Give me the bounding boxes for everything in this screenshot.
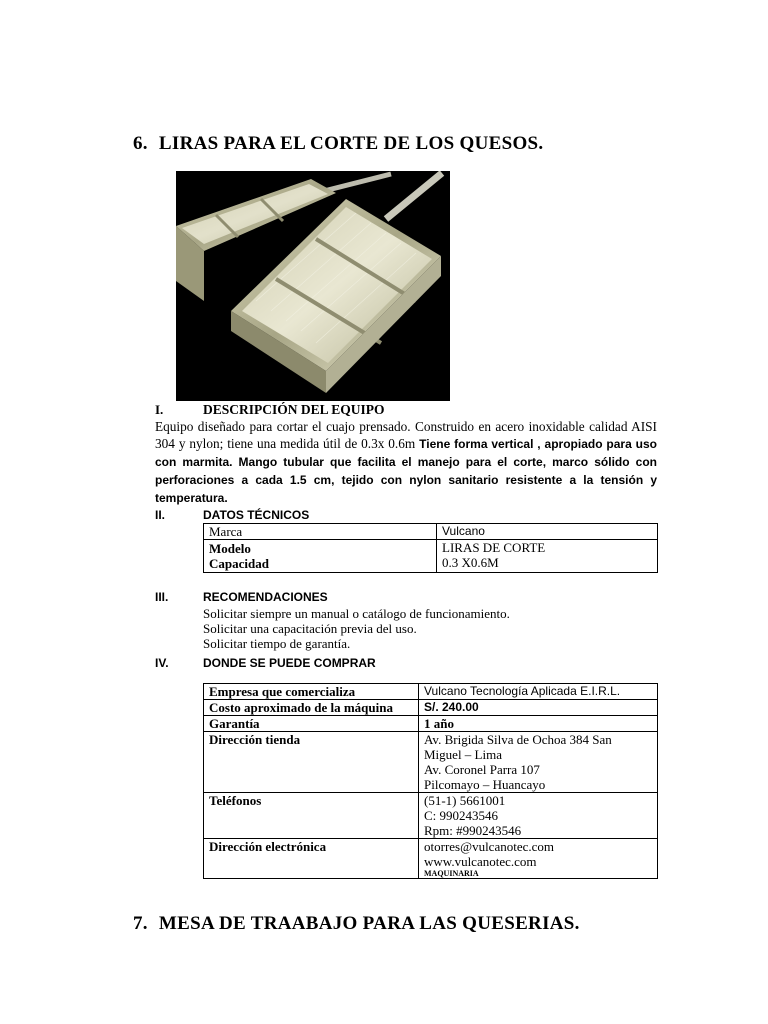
capacidad-value: 0.3 X0.6M (442, 555, 499, 570)
recommendations-list (203, 606, 510, 651)
garantia-value: 1 año (419, 716, 658, 732)
section-title: LIRAS PARA EL CORTE DE LOS QUESOS. (158, 133, 544, 154)
table-row (204, 732, 658, 793)
phone-line: Rpm: #990243546 (424, 823, 522, 838)
modelo-label: Modelo (209, 541, 251, 556)
address-line: Av. Coronel Parra 107 (424, 762, 540, 777)
empresa-label: Empresa que comercializa (204, 684, 419, 700)
email-line: otorres@vulcanotec.com (424, 839, 555, 854)
cheese-harp-illustration (176, 171, 450, 401)
table-row (204, 839, 658, 879)
section-title: MESA DE TRAABAJO PARA LAS QUESERIAS. (158, 913, 580, 934)
modelo-value: LIRAS DE CORTE (442, 540, 546, 555)
direccion-label: Dirección tienda (204, 732, 419, 793)
address-line: Pilcomayo – Huancayo (424, 777, 546, 792)
address-line: Miguel – Lima (424, 747, 502, 762)
marca-value: Vulcano (437, 524, 658, 540)
technical-data-table (203, 523, 658, 573)
address-line: Av. Brigida Silva de Ochoa 384 San (424, 732, 612, 747)
website-line: www.vulcanotec.com (424, 854, 537, 869)
table-row (204, 540, 658, 573)
description-text-bold: Tiene forma vertical , apropiado para uso con marmita. Mango tubular que facilita el manejo para el corte, marco sólido con perforaciones a cada 1.5 cm, tejido con nylon sanitario resistente a la tensión y temperatura. (155, 437, 658, 505)
reco-heading: RECOMENDACIONES (203, 590, 328, 604)
tiny-note: MAQUINARIA (424, 869, 479, 878)
telefonos-label: Teléfonos (204, 793, 419, 839)
email-label: Dirección electrónica (204, 839, 419, 879)
table-row (204, 684, 658, 700)
telefonos-value (419, 793, 658, 839)
list-item: Solicitar una capacitación previa del uso. (203, 621, 417, 636)
capacidad-label: Capacidad (209, 556, 269, 571)
phone-line: C: 990243546 (424, 808, 499, 823)
section-6-heading (133, 133, 543, 155)
table-row (204, 524, 658, 540)
table-row (204, 793, 658, 839)
purchase-table (203, 683, 658, 879)
section-7-heading (133, 913, 580, 935)
section-number: 7. (133, 913, 148, 934)
email-value (419, 839, 658, 879)
table-row (204, 716, 658, 732)
product-photo (176, 171, 450, 401)
table-row (204, 700, 658, 716)
datos-number: II. (155, 508, 166, 522)
direccion-value (419, 732, 658, 793)
section-number: 6. (133, 133, 148, 154)
list-item: Solicitar siempre un manual o catálogo de funcionamiento. (203, 606, 510, 621)
desc-heading: DESCRIPCIÓN DEL EQUIPO (203, 402, 385, 417)
description-text: Equipo diseñado para cortar el cuajo prensado. Construido en acero inoxidable calidad AISI 304 y nylon; tiene una medida útil de 0.3x 0.6m (155, 419, 657, 451)
modelo-capacidad-labels (204, 540, 437, 573)
reco-number: III. (155, 590, 169, 604)
description-paragraph (155, 418, 657, 507)
desc-number: I. (155, 402, 164, 417)
datos-heading: DATOS TÉCNICOS (203, 508, 310, 522)
costo-value: S/. 240.00 (419, 700, 658, 716)
list-item: Solicitar tiempo de garantía. (203, 636, 351, 651)
phone-line: (51-1) 5661001 (424, 793, 506, 808)
modelo-capacidad-values (437, 540, 658, 573)
garantia-label: Garantía (204, 716, 419, 732)
compra-heading: DONDE SE PUEDE COMPRAR (203, 656, 376, 670)
compra-number: IV. (155, 656, 169, 670)
marca-label: Marca (204, 524, 437, 540)
costo-label: Costo aproximado de la máquina (204, 700, 419, 716)
empresa-value: Vulcano Tecnología Aplicada E.I.R.L. (419, 684, 658, 700)
